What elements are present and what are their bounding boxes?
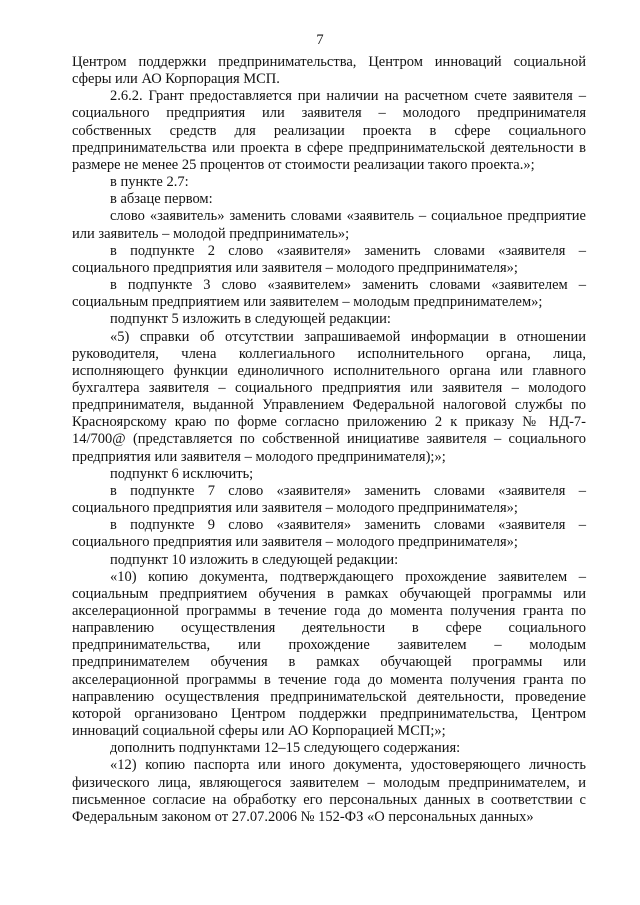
paragraph-subitem-10: «10) копию документа, подтверждающего прохождение заявителем – социальным предприятием обучения в рамках обучающей программы или акселерационной программы в течение года до момента получения гранта по направлению осуществления деятельности в сфере социального предпринимательства, или прохождение заявителем – молодым предпринимателем обучения в рамках обучающей программы или акселерационной программы в течение года до момента получения гранта по направлению осуществления предпринимательской деятельности, проведение которой организовано Центром поддержки предпринимательства, Центром инноваций социальной сферы или АО Корпорацией МСП;»;: [72, 568, 586, 740]
paragraph: подпункт 10 изложить в следующей редакции:: [110, 551, 399, 568]
page-number: 7: [316, 32, 324, 48]
paragraph-subitem-5: «5) справки об отсутствии запрашиваемой информации в отношении руководителя, члена коллегиального исполнительного органа, лица, исполняющего функции единоличного исполнительного органа или главного бухгалтера заявителя – социального предприятия или заявителя – молодого предпринимателя, выданной Управлением Федеральной налоговой службы по Красноярскому краю по форме согласно приложению 2 к приказу № НД-7-14/700@ (представляется по собственной инициативе заявителя – социального предприятия или заявителя – молодого предпринимателя);»;: [72, 328, 586, 465]
paragraph: дополнить подпунктами 12–15 следующего содержания:: [110, 740, 461, 757]
paragraph: Центром поддержки предпринимательства, Центром инноваций социальной сферы или АО Корпорация МСП.: [72, 54, 586, 88]
paragraph: в подпункте 2 слово «заявителя» заменить словами «заявителя – социального предприятия или заявителя – молодого предпринимателя»;: [72, 242, 586, 276]
paragraph: в подпункте 7 слово «заявителя» заменить словами «заявителя – социального предприятия или заявителя – молодого предпринимателя»;: [72, 482, 586, 517]
paragraph: в подпункте 9 слово «заявителя» заменить словами «заявителя – социального предприятия или заявителя – молодого предпринимателя»;: [72, 517, 586, 551]
paragraph: слово «заявитель» заменить словами «заявитель – социальное предприятие или заявитель – молодой предприниматель»;: [72, 208, 586, 242]
paragraph: подпункт 5 изложить в следующей редакции:: [110, 311, 391, 328]
paragraph-2-6-2: 2.6.2. Грант предоставляется при наличии на расчетном счете заявителя – социального предприятия или заявителя – молодого предпринимателя собственных средств для реализации проекта в сфере социального предпринимательства или проекта в сфере предпринимательской деятельности в размере не менее 25 процентов от стоимости реализации такого проекта.»;: [72, 88, 586, 173]
paragraph-subitem-12: «12) копию паспорта или иного документа, удостоверяющего личность физического лица, являющегося заявителем – молодым предпринимателем, и письменное согласие на обработку его персональных данных в соответствии с Федеральным законом от 27.07.2006 № 152-ФЗ «О персональных данных»: [72, 757, 586, 825]
document-body: [72, 54, 586, 826]
paragraph: в пункте 2.7:: [110, 174, 189, 191]
paragraph: в подпункте 3 слово «заявителем» заменить словами «заявителем – социальным предприятием или заявителем – молодым предпринимателем»;: [72, 277, 586, 311]
paragraph: подпункт 6 исключить;: [110, 465, 254, 482]
paragraph: в абзаце первом:: [110, 191, 213, 208]
